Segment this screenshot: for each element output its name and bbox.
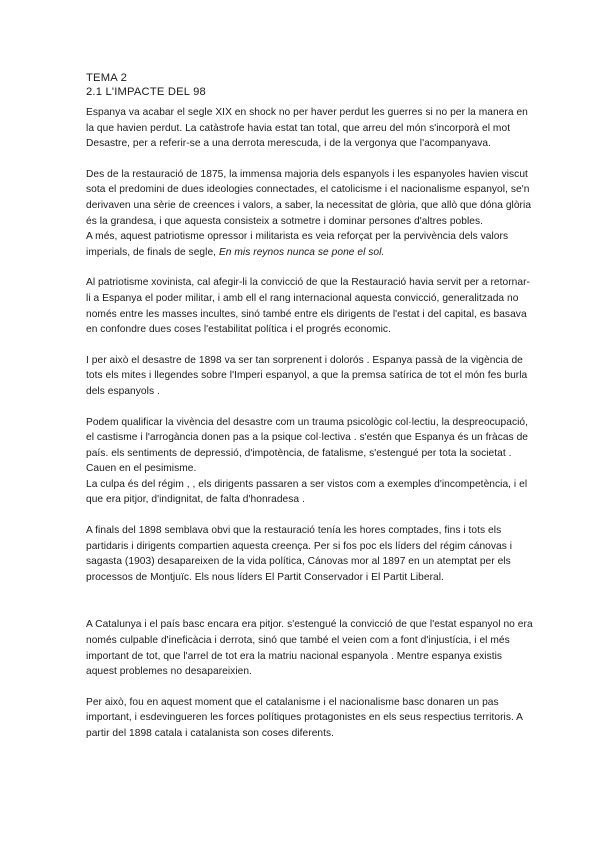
paragraph-restauracio: Des de la restauració de 1875, la immensa majoria dels espanyols i les espanyoles havien viscut sota el predomini de dues ideologies connectades, el catolicisme i el nacionalisme espanyol, se'n derivaven una sèrie de creences i valors, a saber, la necessitat de glòria, que allò que dóna glòria és la grandesa, i que aquesta consisteix a sotmetre i dominar persones d'altres pobles. xyxy=(86,168,532,227)
paragraph-patriotisme: Al patriotisme xovinista, cal afegir-li la convicció de que la Restauració havia servit per a retornar-li a Espanya el poder militar, i amb ell el rang internacional aquesta convicció, generalitzada no només entre les masses incultes, sinó també entre els dirigents de l'estat i del capital, es basava en confondre dues coses l'estabilitat política i el progrés economic. xyxy=(86,277,530,336)
motto-quote: En mis reynos nunca se pone el sol. xyxy=(218,246,385,258)
paragraph-finals-1898: A finals del 1898 semblava obvi que la restauració tenía les hores comptades, fins i tots els partidaris i dirigents compartien aquesta creença. Per si fos poc els líders del régim cánovas i sagasta (1903) desapareixen de la vida política, Cánovas mor al 1897 en un atemptat per els processos de Montjuïc. Els nous líders El Partit Conservador i El Partit Liberal. xyxy=(86,525,513,583)
paragraph-catalanisme: Per això, fou en aquest moment que el catalanisme i el nacionalisme basc donaren un pas important, i esdevingueren les forces polítiques protagonistes en els seus respectius territoris. A partir del 1898 catala i catalanista son coses diferents. xyxy=(86,696,523,739)
document-page xyxy=(86,71,534,742)
topic-heading: TEMA 2 xyxy=(86,72,127,84)
paragraph-desastre: I per això el desastre de 1898 va ser tan sorprenent i dolorós . Espanya passà de la vigència de tots els mites i llegendes sobre l'Imperi espanyol, a que la premsa satírica de tot el món fes burla dels espanyols . xyxy=(86,354,528,397)
section-title: 2.1 L'IMPACTE DEL 98 xyxy=(86,86,206,98)
paragraph-militarisme xyxy=(86,229,534,260)
paragraph-trauma: Podem qualificar la vivència del desastre com un trauma psicològic col·lectiu, la despreocupació, el castisme i l'arrogància donen pas a la psique col·lectiva . s'estén que Espanya és un fràcas de país. els sentiments de depressió, d'impotència, de fatalisme, s'estengué per tota la societat . Cauen en el pesimisme. xyxy=(86,416,529,475)
paragraph-shock: Espanya va acabar el segle XIX en shock no per haver perdut les guerres si no per la manera en la que havien perdut. La catàstrofe havia estat tan total, que arreu del món s'incorporà el mot Desastre, per a referir-se a una derrota merescuda, i de la vergonya que l'acompanyava. xyxy=(86,107,528,150)
paragraph-catalunya: A Catalunya i el país basc encara era pitjor. s'estengué la convicció de que l'estat espanyol no era només culpable d'ineficàcia i derrota, sinó que també el veien com a font d'injustícia, i el més important de tot, que l'arrel de tot era la matriu nacional espanyola . Mentre espanya existis aquest problemes no desapareixien. xyxy=(86,619,533,678)
militarism-text: A més, aquest patriotisme opressor i militarista es veia reforçat per la pervivència dels valors imperials, de finals de segle, xyxy=(86,231,509,258)
paragraph-culpa: La culpa és del régim , , els dirigents passaren a ser vistos com a exemples d'incompetència, i el que era pitjor, d'indignitat, de falta d'honradesa . xyxy=(86,478,528,506)
